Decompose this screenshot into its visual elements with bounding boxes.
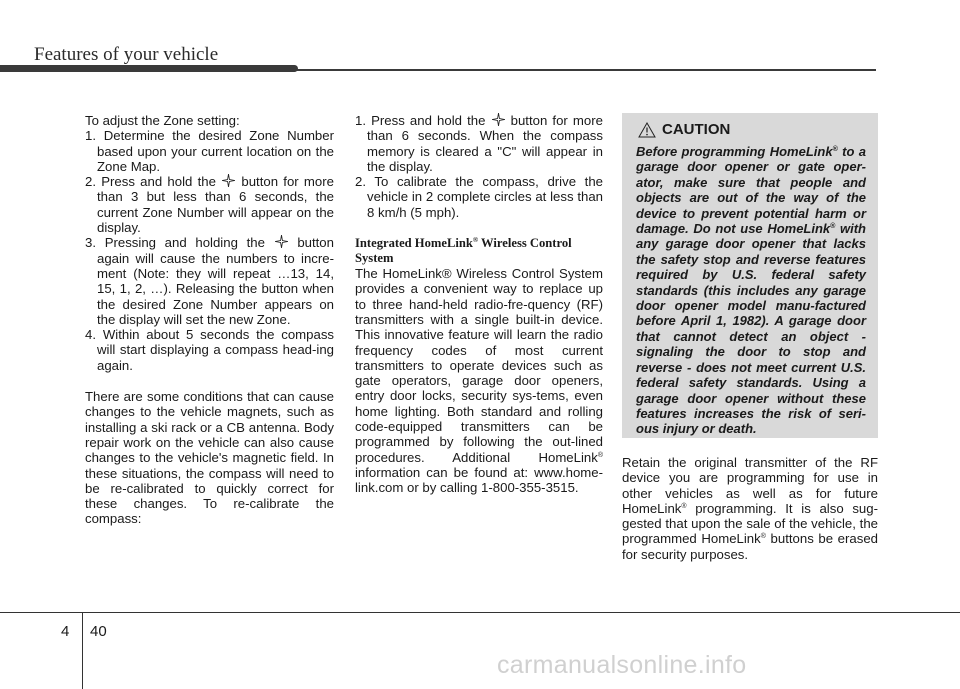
zone-step-4 bbox=[85, 327, 334, 373]
paragraph-text: Retain the original transmitter of the RF device you are programming for use in other vehicles as well as for future HomeLink bbox=[622, 455, 878, 516]
compass-button-icon bbox=[492, 113, 505, 126]
compass-button-icon bbox=[275, 235, 288, 248]
step-number: 1. bbox=[355, 113, 366, 128]
registered-mark: ® bbox=[832, 146, 838, 153]
column-1 bbox=[85, 113, 334, 527]
step-number: 3. bbox=[85, 235, 96, 251]
caution-text-part: to a garage door opener or gate oper-ator, make sure that people and objects are out of the way of the device to prevent potential harm or damage. Do not use HomeLink bbox=[636, 144, 866, 237]
paragraph-text: The HomeLink® Wireless Control System provides a convenient way to replace up to three hand-held radio-fre-quency (RF) transmitters with a single built-in device. This innovative feature will learn the radio frequency codes of most current transmitters to operate devices such as gate operators, garage door openers, entry door locks, security sys-tems, even home lighting. Both standard and rolling code-equipped transmitters can be programmed by following the out-lined procedures. Additional HomeLink bbox=[355, 266, 603, 465]
step-number: 1. bbox=[85, 128, 96, 144]
step-text: Pressing and holding the bbox=[104, 235, 265, 251]
zone-step-3 bbox=[85, 235, 334, 327]
step-text: button for more than 6 seconds. When the compass memory is cleared a "C" will appear in the display. bbox=[367, 113, 603, 174]
subheading-text: Wireless Control System bbox=[355, 236, 572, 266]
homelink-subheading bbox=[355, 236, 603, 266]
caution-text-part: with any garage door opener that lacks the safety stop and reverse features required by U.S. federal safety standards (this includes any garage door opener model manu-factured before April 1, 1982). A garage door that cannot detect an object - signaling the door to stop and reverse - does not meet current U.S. federal safety standards. Using a garage door opener without these features increases the risk of seri-ous injury or death. bbox=[636, 221, 866, 437]
step-number: 4. bbox=[85, 327, 96, 343]
homelink-paragraph bbox=[355, 266, 603, 495]
caution-header bbox=[638, 121, 866, 138]
zone-steps bbox=[85, 128, 334, 373]
calibration-paragraph: There are some conditions that can cause changes to the vehicle magnets, such as installing a ski rack or a CB antenna. Body repair work on the vehicle can also cause changes to the vehicle's magnetic field. In these situations, the compass will need to be re-calibrated to quickly correct for these changes. To re-calibrate the compass: bbox=[85, 389, 334, 527]
caution-title: CAUTION bbox=[662, 121, 731, 138]
step-text: To calibrate the compass, drive the vehicle in 2 complete circles at less than 8 km/h (5 mph). bbox=[367, 174, 603, 220]
page-header-title: Features of your vehicle bbox=[34, 44, 219, 65]
caution-box bbox=[622, 113, 878, 438]
retain-transmitter-paragraph bbox=[622, 455, 878, 562]
step-text: Within about 5 seconds the compass will start displaying a compass head-ing again. bbox=[97, 327, 335, 373]
column-2 bbox=[355, 113, 603, 496]
paragraph-text: programming. It is also sug-gested that upon the sale of the vehicle, the programmed HomeLink bbox=[622, 500, 878, 547]
paragraph-text: buttons be erased for security purposes. bbox=[622, 531, 878, 562]
page-number: 40 bbox=[90, 623, 107, 640]
paragraph-text: information can be found at: www.home-link.com or by calling 1-800-355-3515. bbox=[355, 464, 603, 496]
footer-rule bbox=[0, 612, 960, 613]
registered-mark: ® bbox=[830, 223, 836, 231]
header-bar bbox=[0, 65, 298, 72]
calibration-step-1 bbox=[355, 113, 603, 174]
step-text: Determine the desired Zone Number based upon your current location on the Zone Map. bbox=[97, 128, 334, 174]
caution-text-part: Before programming HomeLink bbox=[636, 144, 833, 159]
step-text: button again will cause the numbers to incre-ment (Note: they will repeat …13, 14, 15, 1, 2, …). Releasing the button when the desired Zone Number appears on the display will set the new Zone. bbox=[97, 235, 334, 327]
calibration-steps bbox=[355, 113, 603, 220]
step-text: Press and hold the bbox=[101, 174, 216, 190]
registered-mark: ® bbox=[472, 236, 479, 245]
registered-mark: ® bbox=[597, 451, 603, 459]
zone-intro: To adjust the Zone setting: bbox=[85, 113, 240, 128]
step-number: 2. bbox=[355, 174, 366, 190]
zone-step-1 bbox=[85, 128, 334, 174]
zone-step-2 bbox=[85, 174, 334, 235]
step-number: 2. bbox=[85, 174, 96, 190]
footer-divider bbox=[82, 612, 83, 689]
step-text: Press and hold the bbox=[371, 113, 486, 128]
warning-triangle-icon bbox=[638, 122, 656, 138]
registered-mark: ® bbox=[760, 533, 766, 541]
registered-mark: ® bbox=[681, 502, 687, 510]
header-rule bbox=[290, 69, 876, 71]
watermark: carmanualsonline.info bbox=[497, 651, 747, 679]
section-number: 4 bbox=[61, 623, 70, 640]
calibration-step-2 bbox=[355, 174, 603, 220]
subheading-text: Integrated HomeLink bbox=[355, 236, 473, 251]
compass-button-icon bbox=[222, 174, 235, 187]
step-text: button for more than 3 but less than 6 seconds, the current Zone Number will appear on the display. bbox=[97, 174, 334, 236]
caution-text bbox=[636, 144, 866, 437]
